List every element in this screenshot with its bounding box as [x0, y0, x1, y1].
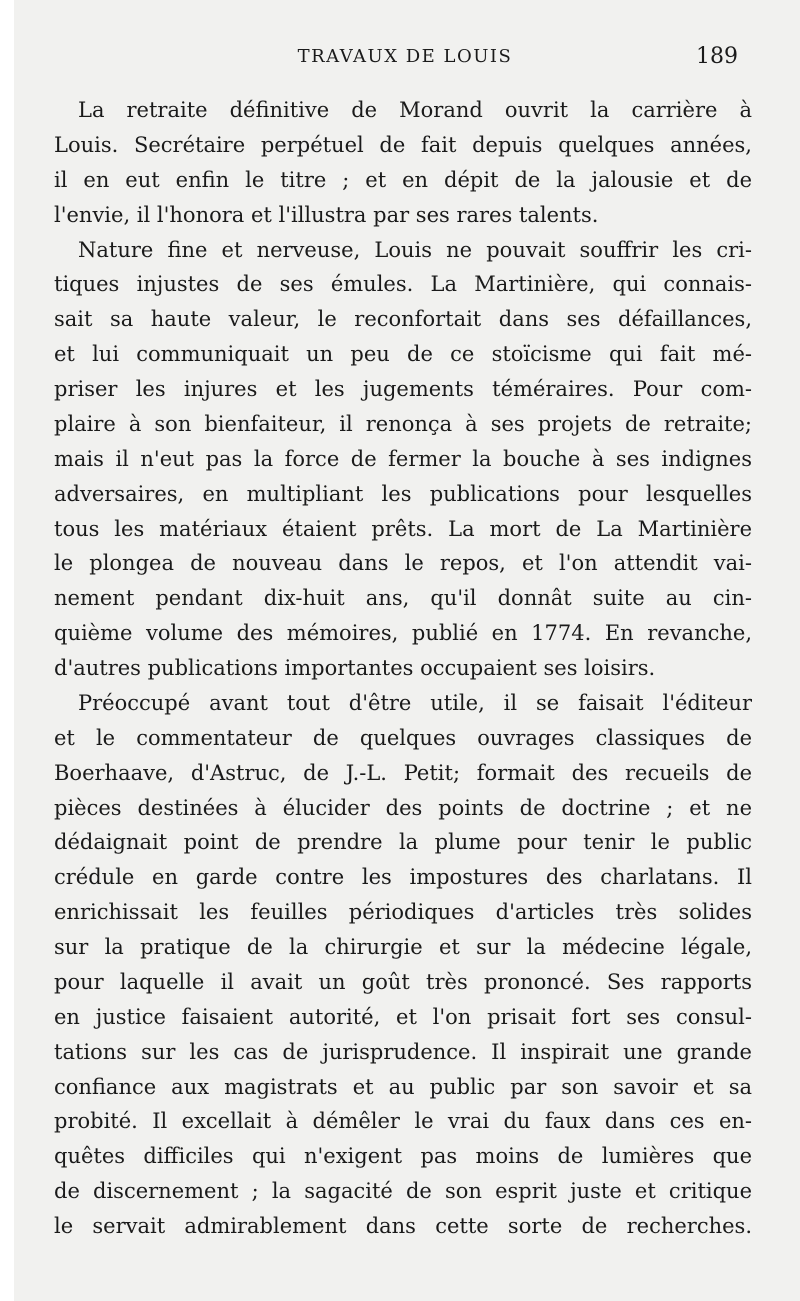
text-line: crédule en garde contre les impostures des charlatans. Il — [54, 865, 752, 890]
scan-left-margin — [0, 0, 14, 1301]
body-text — [54, 93, 752, 1244]
text-line: de discernement ; la sagacité de son esprit juste et critique — [54, 1179, 752, 1204]
text-line: Préoccupé avant tout d'être utile, il se faisait l'éditeur — [78, 690, 752, 715]
text-line: La retraite définitive de Morand ouvrit la carrière à — [78, 98, 752, 122]
text-line: et le commentateur de quelques ouvrages classiques de — [54, 725, 752, 750]
text-line: d'autres publications importantes occupaient ses loisirs. — [54, 656, 656, 680]
running-header — [54, 42, 756, 82]
text-line: il en eut enfin le titre ; et en dépit de la jalousie et de — [54, 167, 752, 192]
text-line: pour laquelle il avait un goût très prononcé. Ses rapports — [54, 969, 752, 994]
text-line: adversaires, en multipliant les publications pour lesquelles — [54, 481, 752, 506]
text-line: quêtes difficiles qui n'exigent pas moins de lumières que — [54, 1144, 752, 1169]
text-line: le servait admirablement dans cette sorte de recherches. — [54, 1214, 752, 1238]
text-line: tations sur les cas de jurisprudence. Il inspirait une grande — [54, 1039, 752, 1064]
text-line: tous les matériaux étaient prêts. La mort de La Martinière — [54, 516, 752, 541]
text-line: plaire à son bienfaiteur, il renonça à ses projets de retraite; — [54, 411, 752, 436]
book-page — [14, 0, 800, 1301]
text-line: en justice faisaient autorité, et l'on prisait fort ses consul- — [54, 1004, 752, 1029]
text-line: Nature fine et nerveuse, Louis ne pouvait souffrir les cri- — [78, 237, 752, 262]
text-line: le plongea de nouveau dans le repos, et l'on attendit vai- — [54, 551, 752, 576]
text-line: Louis. Secrétaire perpétuel de fait depuis quelques années, — [54, 132, 752, 157]
running-header-title: TRAVAUX DE LOUIS — [297, 46, 513, 67]
text-line: nement pendant dix-huit ans, qu'il donnât suite au cin- — [54, 586, 752, 611]
text-line: pièces destinées à élucider des points de doctrine ; et ne — [54, 795, 752, 820]
text-line: quième volume des mémoires, publié en 1774. En revanche, — [54, 621, 752, 646]
text-line: tiques injustes de ses émules. La Martinière, qui connais- — [54, 272, 752, 297]
text-line: enrichissait les feuilles périodiques d'articles très solides — [54, 900, 752, 925]
text-line: Boerhaave, d'Astruc, de J.-L. Petit; formait des recueils de — [54, 760, 752, 785]
page-number: 189 — [696, 44, 738, 69]
text-line: l'envie, il l'honora et l'illustra par ses rares talents. — [54, 202, 599, 227]
text-line: sait sa haute valeur, le reconfortait dans ses défaillances, — [54, 307, 752, 332]
text-line: probité. Il excellait à démêler le vrai du faux dans ces en- — [54, 1109, 752, 1134]
text-line: confiance aux magistrats et au public par son savoir et sa — [54, 1074, 752, 1099]
text-line: priser les injures et les jugements téméraires. Pour com- — [54, 377, 752, 401]
text-line: et lui communiquait un peu de ce stoïcisme qui fait mé- — [54, 342, 752, 367]
text-line: dédaignait point de prendre la plume pour tenir le public — [54, 830, 752, 855]
text-line: sur la pratique de la chirurgie et sur la médecine légale, — [54, 935, 752, 959]
text-line: mais il n'eut pas la force de fermer la bouche à ses indignes — [54, 446, 752, 471]
